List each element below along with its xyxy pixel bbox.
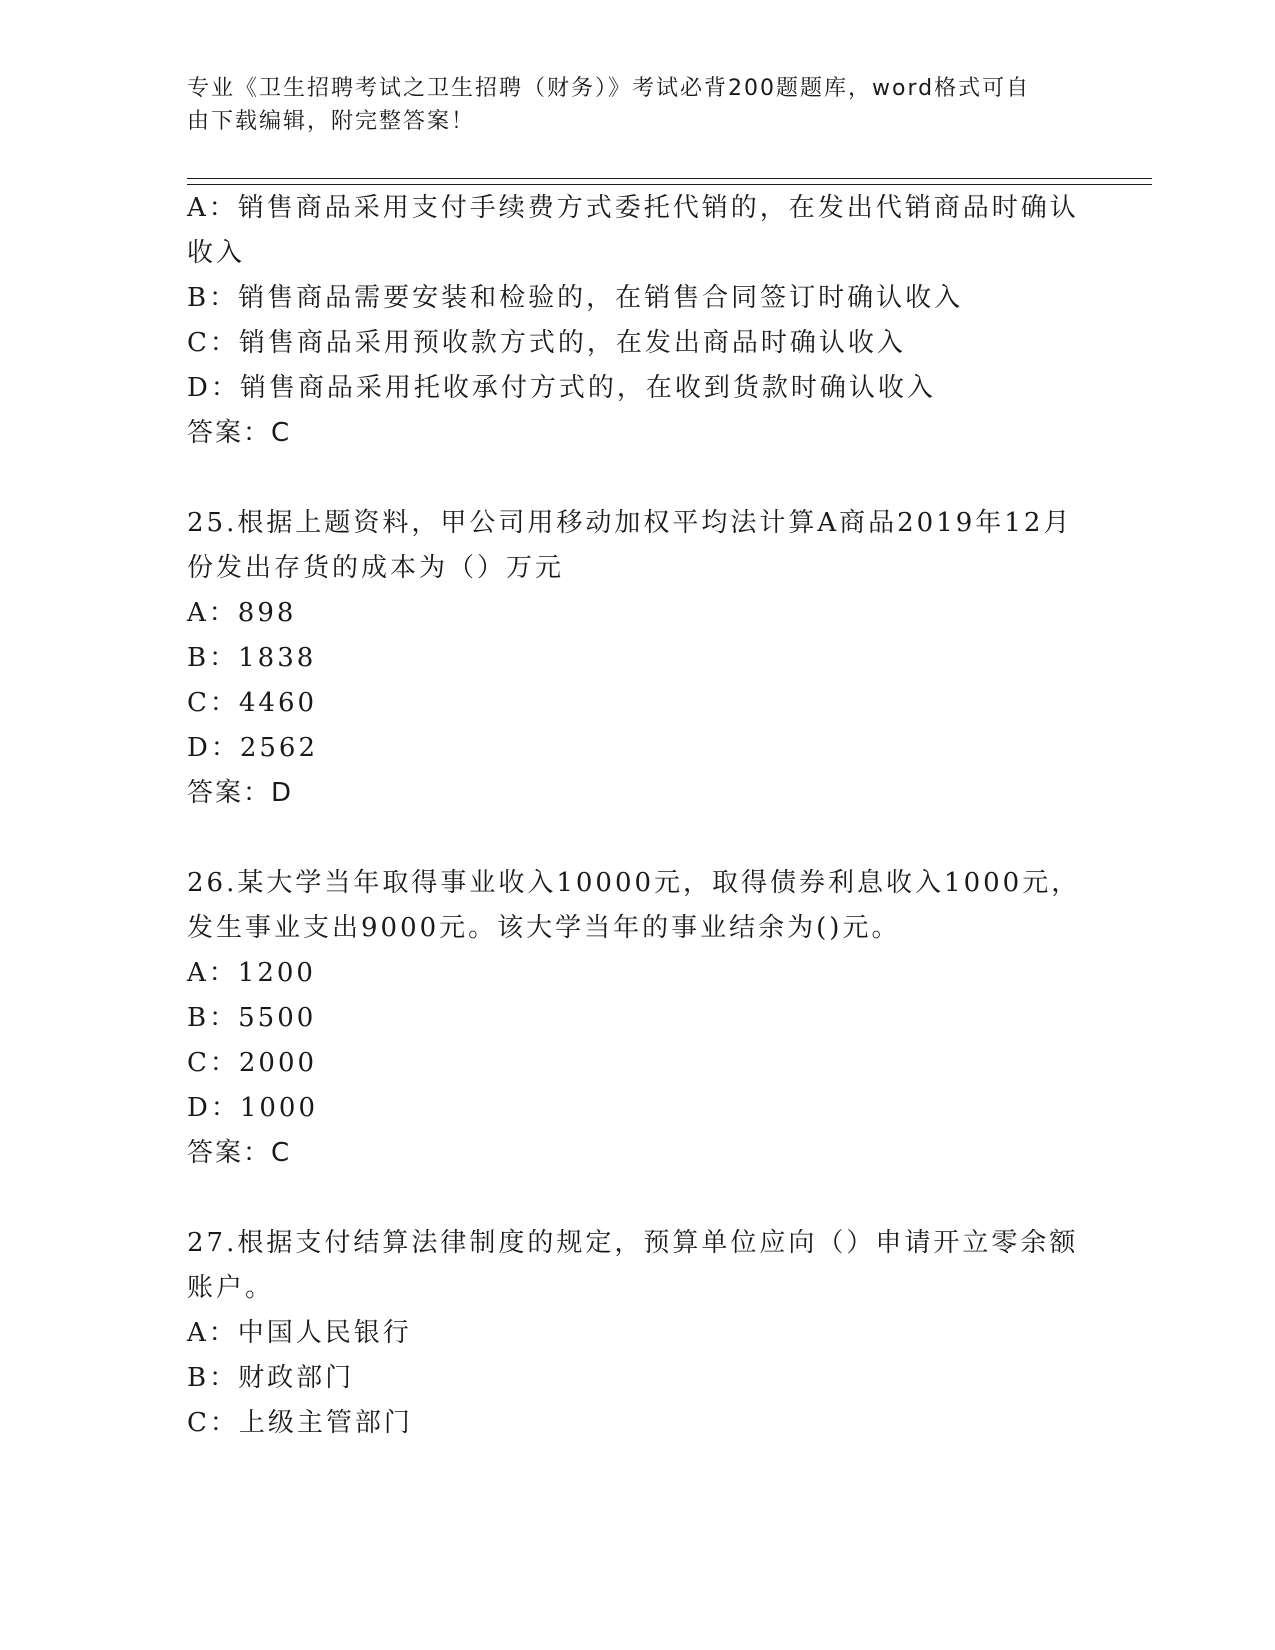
q27-option-c: C：上级主管部门 <box>187 1408 413 1438</box>
q26-stem-line1: 26.某大学当年取得事业收入10000元，取得债券利息收入1000元， <box>187 868 1081 898</box>
q26-option-a: A：1200 <box>187 958 316 988</box>
header-line-1: 专业《卫生招聘考试之卫生招聘（财务）》考试必背200题题库，word格式可自 <box>187 76 1031 101</box>
q27-stem-line1: 27.根据支付结算法律制度的规定，预算单位应向（）申请开立零余额 <box>187 1228 1079 1258</box>
q25-option-a: A：898 <box>187 598 297 628</box>
header-line-2: 由下载编辑，附完整答案！ <box>187 109 476 134</box>
q24-answer: 答案：C <box>187 418 292 448</box>
header-divider-top <box>187 178 1152 179</box>
q27-option-a: A：中国人民银行 <box>187 1318 412 1348</box>
document-header <box>187 72 1067 138</box>
q26-stem-line2: 发生事业支出9000元。该大学当年的事业结余为()元。 <box>187 913 901 943</box>
q27-stem-line2: 账户。 <box>187 1273 275 1303</box>
q25-stem-line1: 25.根据上题资料，甲公司用移动加权平均法计算A商品2019年12月 <box>187 508 1073 538</box>
q25-option-b: B：1838 <box>187 643 317 673</box>
q26-option-c: C：2000 <box>187 1048 318 1078</box>
q24-option-a-line1: A：销售商品采用支付手续费方式委托代销的，在发出代销商品时确认 <box>187 193 1079 223</box>
q26-option-b: B：5500 <box>187 1003 317 1033</box>
q25-stem-line2: 份发出存货的成本为（）万元 <box>187 553 565 583</box>
q26-option-d: D：1000 <box>187 1093 319 1123</box>
q25-option-c: C：4460 <box>187 688 318 718</box>
q24-option-a-line2: 收入 <box>187 238 246 268</box>
q27-option-b: B：财政部门 <box>187 1363 355 1393</box>
q24-option-d: D：销售商品采用托收承付方式的，在收到货款时确认收入 <box>187 373 936 403</box>
q24-option-c: C：销售商品采用预收款方式的，在发出商品时确认收入 <box>187 328 906 358</box>
q24-option-b: B：销售商品需要安装和检验的，在销售合同签订时确认收入 <box>187 283 964 313</box>
q26-answer: 答案：C <box>187 1138 292 1168</box>
header-divider-bottom <box>187 184 1152 185</box>
q25-answer: 答案：D <box>187 778 294 808</box>
q25-option-d: D：2562 <box>187 733 319 763</box>
